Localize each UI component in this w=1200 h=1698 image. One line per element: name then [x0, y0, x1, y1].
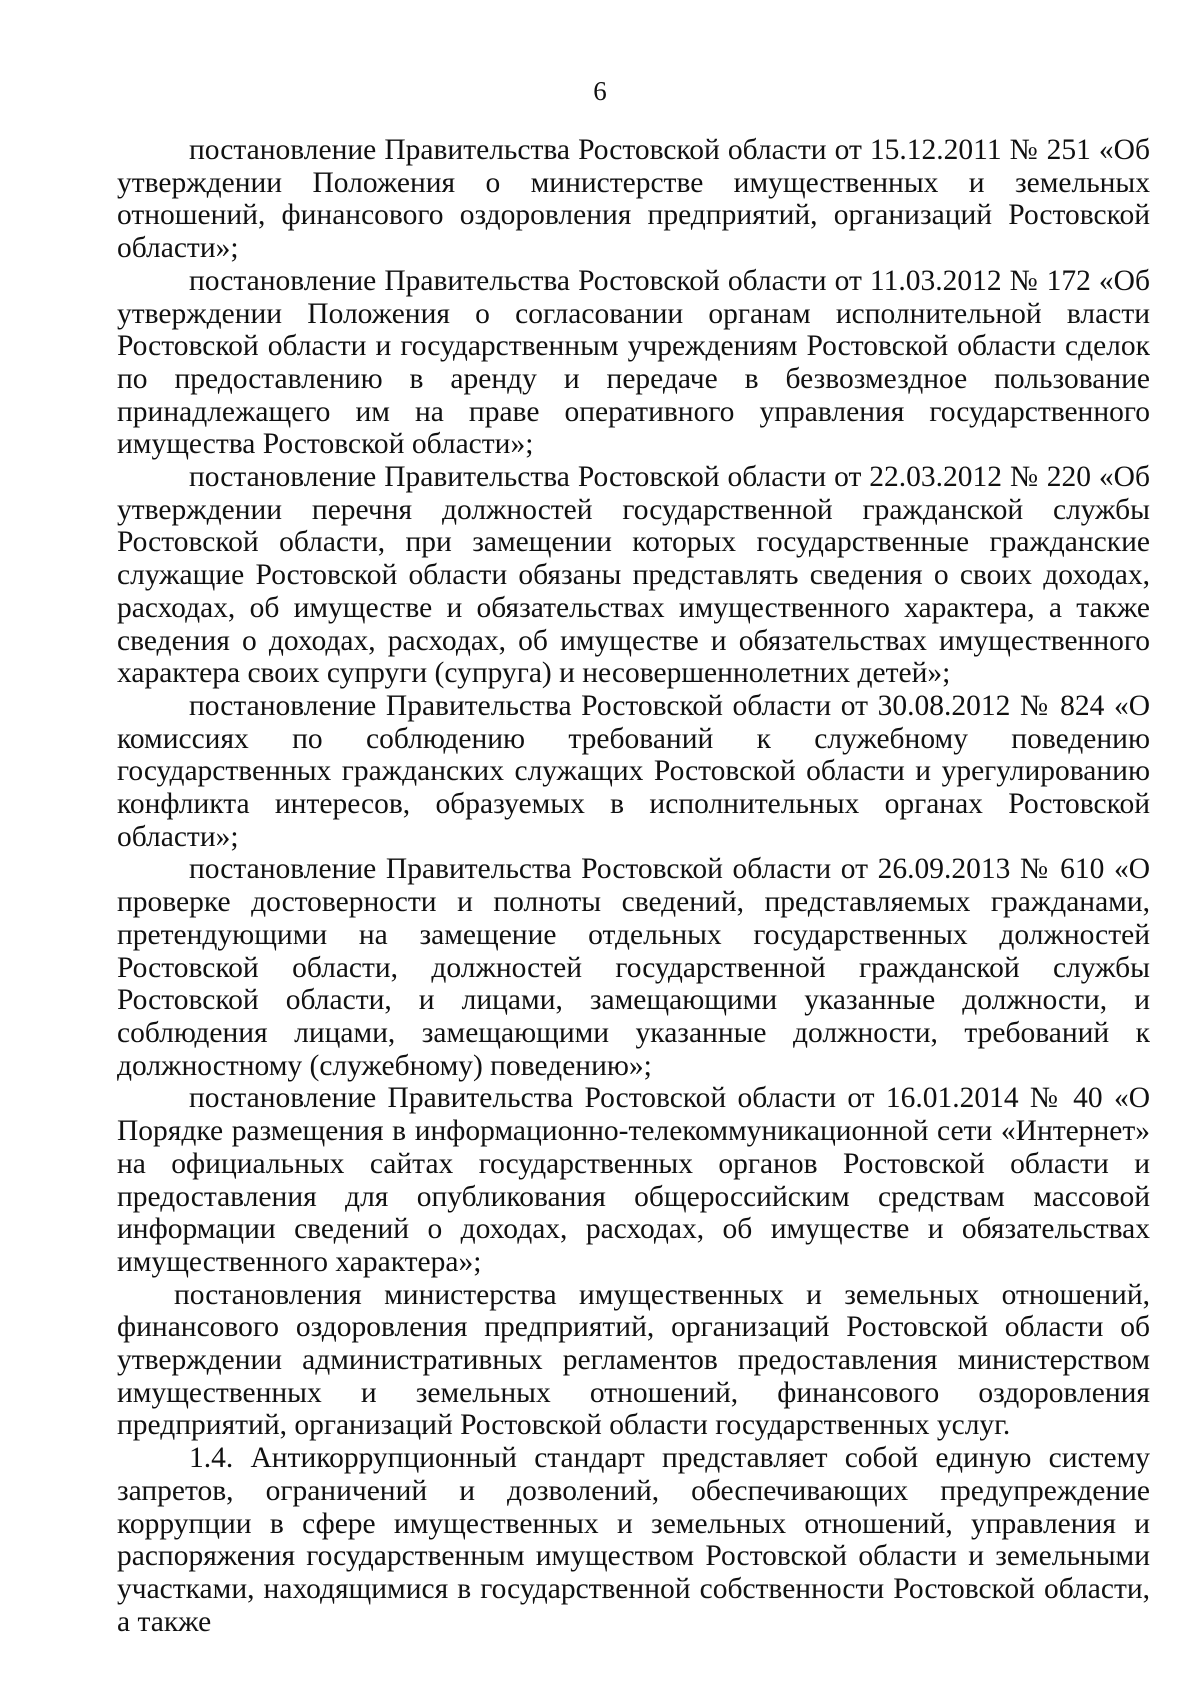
paragraph-resolution-40: постановление Правительства Ростовской области от 16.01.2014 № 40 «О Порядке размещения в информационно-телекоммуникационной сети «Интернет» на официальных сайтах государственных органов Ростовской области и предоставления для опубликования общероссийским средствам массовой информации сведений о доходах, расходах, об имуществе и обязательствах имущественного характера»; [117, 1082, 1150, 1278]
document-body [117, 134, 1150, 1638]
paragraph-ministry-resolutions: постановления министерства имущественных и земельных отношений, финансового оздоровления предприятий, организаций Ростовской области об утверждении административных регламентов предоставления министерством имущественных и земельных отношений, финансового оздоровления предприятий, организаций Ростовской области государственных услуг. [117, 1278, 1150, 1442]
paragraph-section-1-4: 1.4. Антикоррупционный стандарт представляет собой единую систему запретов, ограничений и дозволений, обеспечивающих предупреждение коррупции в сфере имущественных и земельных отношений, управления и распоряжения государственным имуществом Ростовской области и земельными участками, находящимися в государственной собственности Ростовской области, а также [117, 1442, 1150, 1638]
paragraph-resolution-220: постановление Правительства Ростовской области от 22.03.2012 № 220 «Об утверждении перечня должностей государственной гражданской службы Ростовской области, при замещении которых государственные гражданские служащие Ростовской области обязаны представлять сведения о своих доходах, расходах, об имуществе и обязательствах имущественного характера, а также сведения о доходах, расходах, об имуществе и обязательствах имущественного характера своих супруги (супруга) и несовершеннолетних детей»; [117, 461, 1150, 690]
paragraph-resolution-251: постановление Правительства Ростовской области от 15.12.2011 № 251 «Об утверждении Положения о министерстве имущественных и земельных отношений, финансового оздоровления предприятий, организаций Ростовской области»; [117, 134, 1150, 265]
page-number: 6 [593, 76, 607, 106]
paragraph-resolution-824: постановление Правительства Ростовской области от 30.08.2012 № 824 «О комиссиях по соблюдению требований к служебному поведению государственных гражданских служащих Ростовской области и урегулированию конфликта интересов, образуемых в исполнительных органах Ростовской области»; [117, 689, 1150, 853]
paragraph-resolution-610: постановление Правительства Ростовской области от 26.09.2013 № 610 «О проверке достоверности и полноты сведений, представляемых гражданами, претендующими на замещение отдельных государственных должностей Ростовской области, должностей государственной гражданской службы Ростовской области, и лицами, замещающими указанные должности, и соблюдения лицами, замещающими указанные должности, требований к должностному (служебному) поведению»; [117, 853, 1150, 1082]
paragraph-resolution-172: постановление Правительства Ростовской области от 11.03.2012 № 172 «Об утверждении Положения о согласовании органам исполнительной власти Ростовской области и государственным учреждениям Ростовской области сделок по предоставлению в аренду и передаче в безвозмездное пользование принадлежащего им на праве оперативного управления государственного имущества Ростовской области»; [117, 264, 1150, 461]
